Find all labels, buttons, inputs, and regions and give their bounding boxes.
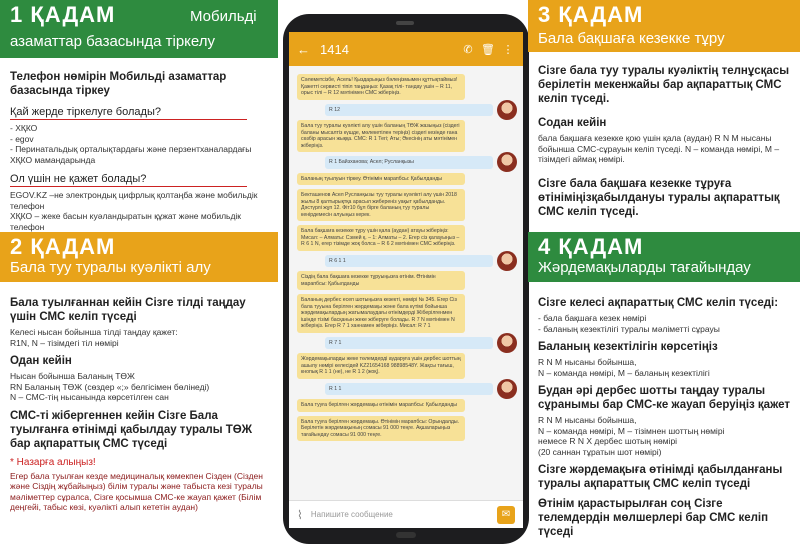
sms-message-row: [295, 156, 517, 169]
step2-sms-heading: СМС-ті жібергеннен кейін Сізге Бала туылғанға өтінімді қабылдау туралы ТӨЖ бар ақпараттық СМС түседі: [10, 409, 253, 450]
step4-number: 4 ҚАДАМ: [538, 234, 644, 259]
step3-then-text: бала бақшаға кезекке қою үшін қала (аудан) R N M нысаны бойынша СМС-сұрауын келіп түседі. N – команда нөмірі, М – тізімдегі аймақ нөмірі.: [538, 133, 780, 164]
step4-header: [528, 232, 800, 282]
phone-call-icon[interactable]: ✆: [463, 43, 473, 56]
incoming-sms-bubble[interactable]: Сәлеметсізбе, Асель! Қыздарыңыз бәлеңізмымен құттықтаймыз! Қажетті сервисті тіпіл таңдаңыз: Қазақ тілі- тандау үшін – R 11, орыс тілі – R 12 мәтінімен СМС жіберіңіз.: [297, 74, 465, 100]
step1-question-where: Қай жерде тіркелуге болады?: [10, 106, 247, 120]
sms-input-bar: [289, 500, 523, 528]
back-arrow-icon[interactable]: ←: [297, 41, 310, 57]
sms-contact-number: 1414: [320, 41, 349, 57]
step1-title-tail: Мобильді: [190, 8, 257, 25]
step2-number: 2 ҚАДАМ: [10, 234, 116, 259]
step4-info-list: - бала бақшаға кезек нөмірі - баланың кезектілігі туралы мәліметті сұрауы: [538, 313, 720, 334]
incoming-sms-bubble[interactable]: Баланың туылуын тіркеу. Өтінімін марапбсы: Қабылданды: [297, 173, 465, 186]
more-menu-icon[interactable]: ⋮: [502, 43, 514, 56]
step2-header: [0, 232, 278, 282]
step2-heading: Бала туылғаннан кейін Сізге тілді таңдау үшін СМС келіп түседі: [10, 297, 246, 323]
step1-header: [0, 0, 278, 58]
incoming-sms-bubble[interactable]: Сіздің бала бақшаға кезекке тұруыңызға өтінім. Өтінімін марапбсы: Қабылданды: [297, 271, 465, 290]
left-column: [0, 0, 278, 554]
avatar: [497, 333, 517, 353]
step2-language-text: Келесі нысан бойынша тілді таңдау қажет: R1N, N – тізімдегі тіл нөмірі: [10, 327, 178, 348]
step2-content: [0, 284, 278, 513]
step4-accepted-heading: Сізге жәрдемақыға өтінімді қабылданғаны туралы ақпараттық СМС келіп түседі: [538, 464, 783, 490]
outgoing-sms-bubble[interactable]: R 6 1 1: [325, 255, 493, 268]
step3-content: [528, 52, 800, 219]
step4-queue-text: R N М нысаны бойынша, N – команда нөмірі, М – баланың кезектілігі: [538, 357, 710, 378]
avatar: [497, 379, 517, 399]
sms-thread: [289, 66, 523, 500]
delete-icon[interactable]: 🗑: [481, 43, 495, 56]
incoming-sms-bubble[interactable]: Баланың дербес есеп шотыңызға кезекті, нөмірі № 345. Егер Сіз бала тууына берілген жәрдемақы және бала күтімі бойынша жәрдемақылардың жатымалаудағы өтінімдерді Жіберілгенмен ішінде тізімі басқанын жеке жіберуге болады. R 7 N мәтінімен N жіберіңіз. Егер R 7 1 ханнамен жіберіңіз. Мисал: R 7 1: [297, 294, 465, 333]
sms-message-row: [295, 120, 517, 152]
incoming-sms-bubble[interactable]: Бала тууға берілген жәрдемақы өтінімін марапбсы: Қабылданды: [297, 399, 465, 412]
send-icon[interactable]: ✉: [497, 506, 515, 524]
outgoing-sms-bubble[interactable]: R 1 Байзханова; Асел; Русланқызы: [325, 156, 493, 169]
step4-account-heading: Будан әрі дербес шотты таңдау туралы сұранымы бар СМС-ке жауап беруіңіз қажет: [538, 385, 790, 411]
step3-then-heading: Содан кейін: [538, 117, 607, 129]
step4-heading: Сізге келесі ақпараттық СМС келіп түседі:: [538, 297, 779, 309]
step1-title: азаматтар базасында тіркелу: [10, 33, 215, 50]
sms-input-field[interactable]: Напишите сообщение: [310, 510, 393, 519]
step1-content: [0, 58, 278, 232]
sms-message-row: [295, 255, 517, 268]
sms-message-row: [295, 225, 517, 251]
step4-queue-heading: Баланың кезектілігін көрсетіңіз: [538, 341, 718, 353]
step3-header: [528, 0, 800, 52]
sms-message-row: [295, 173, 517, 186]
sms-message-row: [295, 399, 517, 412]
step3-heading: Сізге бала туу туралы куәліктің телнұсқасы берілетін мекенжайы бар ақпараттық СМС келіп түседі.: [538, 65, 790, 105]
incoming-sms-bubble[interactable]: Бекташенов Асел Русланқызы туу туралы куәлікті алу үшін 2018 жылы 8 қалтырықтқа арасыл жибереніз уақыт қабылданды. Дәстүрлі жұп 12. Фіт10 бұл бірге баланың туу туралы кенірдемесін алуыңыз керек.: [297, 189, 465, 221]
step2-attention: * Назарға алыңыз!: [10, 456, 96, 468]
step4-content: [528, 284, 800, 539]
step1-question-what: Ол үшін не қажет болады?: [10, 173, 247, 187]
step3-number: 3 ҚАДАМ: [538, 2, 644, 27]
step3-title: Бала бақшаға кезекке тұру: [538, 30, 725, 47]
sms-message-row: [295, 294, 517, 333]
avatar: [497, 251, 517, 271]
step1-heading: Телефон нөмірін Мобильді азаматтар базасында тіркеу: [10, 71, 227, 97]
step4-title: Жәрдемақыларды тағайындау: [538, 259, 751, 276]
sms-message-row: [295, 104, 517, 117]
step2-title: Бала туу туралы куәлікті алу: [10, 259, 211, 276]
incoming-sms-bubble[interactable]: Бала туу туралы куәлікті алу үшін баланың ТӨЖ жазыңыз (сіздегі баланы мысалтіз күшде, мөлекетілен теріңіз) сіздегі кезінде ғана сөзбір арасын жыққа. СМС: R 1 Тегі; Аты; Әкесінің аты мәтінімен жіберіңіз.: [297, 120, 465, 152]
sms-message-row: [295, 189, 517, 221]
step1-number: 1 ҚАДАМ: [10, 2, 116, 27]
sms-message-row: [295, 337, 517, 350]
outgoing-sms-bubble[interactable]: R 7 1: [325, 337, 493, 350]
phone-speaker: [396, 21, 414, 25]
phone-screen: [289, 32, 523, 528]
avatar: [497, 100, 517, 120]
sms-message-row: [295, 353, 517, 379]
step2-then-heading: Одан кейін: [10, 355, 72, 367]
incoming-sms-bubble[interactable]: Бала тууға берілген жәрдемақы. Өтінімін марапбсы: Орындалды. Берілетін жәрдемақының сомасы 91 000 теңге. Ақшаларыңыз тағайындау сомасы 91 000 теңге.: [297, 416, 465, 442]
right-column: [528, 0, 800, 554]
sms-message-row: [295, 383, 517, 396]
step3-result-heading: Сізге бала бақшаға кезекке тұруға өтініміңізқабылдануы туралы ақпараттық СМС келіп түседі.: [538, 177, 780, 218]
outgoing-sms-bubble[interactable]: R 1 1: [325, 383, 493, 396]
incoming-sms-bubble[interactable]: Бала бақшаға кезекке тұру үшін қала (аудан) атауы жіберіңіз: Мисал: – Алматы: Сэмей қ. – 1: Алматы – 2. Егер сіз қалауыңыз – R 6 1 N, егер тізімде жоқ болса – R 6 2 мәтінімен СМС жіберіңіз.: [297, 225, 465, 251]
avatar: [497, 152, 517, 172]
step1-what-text: EGOV.KZ –не электрондық цифрлық қолтаңба және мобильдік телефон ХҚКО – жеке басын куәландыратын құжат және мобильдік телефон: [10, 190, 258, 232]
sms-message-row: [295, 271, 517, 290]
sms-message-row: [295, 74, 517, 100]
sms-app-bar: [289, 32, 523, 66]
phone-home-indicator: [396, 532, 416, 538]
outgoing-sms-bubble[interactable]: R 12: [325, 104, 493, 117]
step4-account-text: R N М нысаны бойынша, N – команда нөмірі, М – тізімнен шоттың нөмірі немесе R N X дербес шотың нөмірі (20 саннан тұратын шот нөмірі): [538, 415, 725, 457]
step2-attention-text: Егер бала туылған кезде медициналық көмекпен Сізден (Сізден және Сіздің жұбайыңыз) білім туралы және табыста кезі туралы мәліметтер сұралса, Сізге қосымша СМС-ке жауап қажет (Білім деңгейі, табыс көзі, куәлікті алып кететін аудан): [10, 470, 263, 512]
attach-icon[interactable]: ⌇: [297, 507, 303, 522]
step1-where-list: - ХҚКО - egov - Перинатальдық орталықтардағы және перзентханалардағы ХҚКО мамандарында: [10, 123, 252, 165]
incoming-sms-bubble[interactable]: Жәрдемақыларды жеке төлемдерді аударуға үшін дербес шоттың ашылу нөмірі келесідей KZ21654168 98898548Y. Жақсы тағыш, кнопық R 1 1 (не), не R 1 2 (жоқ).: [297, 353, 465, 379]
sms-message-row: [295, 416, 517, 442]
step4-payment-heading: Өтінім қарастырылған соң Сізге телемдердін мөлшерлері бар СМС келіп түседі: [538, 498, 769, 538]
step2-then-text: Нысан бойынша Баланың ТӨЖ RN Баланың ТӨЖ (сөздер «;» белгісімен бөлінеді) N – СМС-тің нысанында көрсетілген сан: [10, 371, 210, 402]
